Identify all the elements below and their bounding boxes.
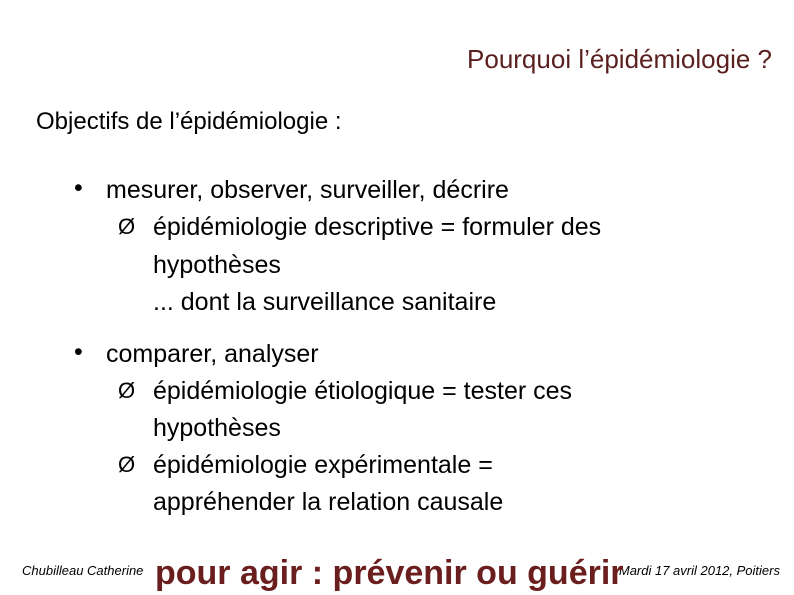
- arrow-marker-icon: Ø: [118, 452, 136, 477]
- arrow-marker-icon: Ø: [118, 214, 136, 239]
- conclusion-text: pour agir : prévenir ou guérir: [155, 554, 624, 592]
- bullet-marker: •: [74, 338, 83, 366]
- footer-date-place: Mardi 17 avril 2012, Poitiers: [618, 563, 780, 578]
- subitem-line: hypothèses: [153, 251, 281, 279]
- bullet-text: comparer, analyser: [106, 340, 319, 368]
- arrow-marker-icon: Ø: [118, 378, 136, 403]
- slide-subtitle: Objectifs de l’épidémiologie :: [36, 108, 342, 135]
- subitem-line: ... dont la surveillance sanitaire: [153, 288, 497, 316]
- subitem-line: épidémiologie étiologique = tester ces: [153, 377, 573, 405]
- footer-author: Chubilleau Catherine: [22, 563, 144, 578]
- bullet-text: mesurer, observer, surveiller, décrire: [106, 176, 509, 204]
- bullet-marker: •: [74, 174, 83, 202]
- subitem-line: épidémiologie descriptive = formuler des: [153, 213, 602, 241]
- slide-title: Pourquoi l’épidémiologie ?: [467, 44, 772, 74]
- subitem-line: hypothèses: [153, 414, 281, 442]
- subitem-line: épidémiologie expérimentale =: [153, 451, 493, 479]
- subitem-line: appréhender la relation causale: [153, 488, 504, 516]
